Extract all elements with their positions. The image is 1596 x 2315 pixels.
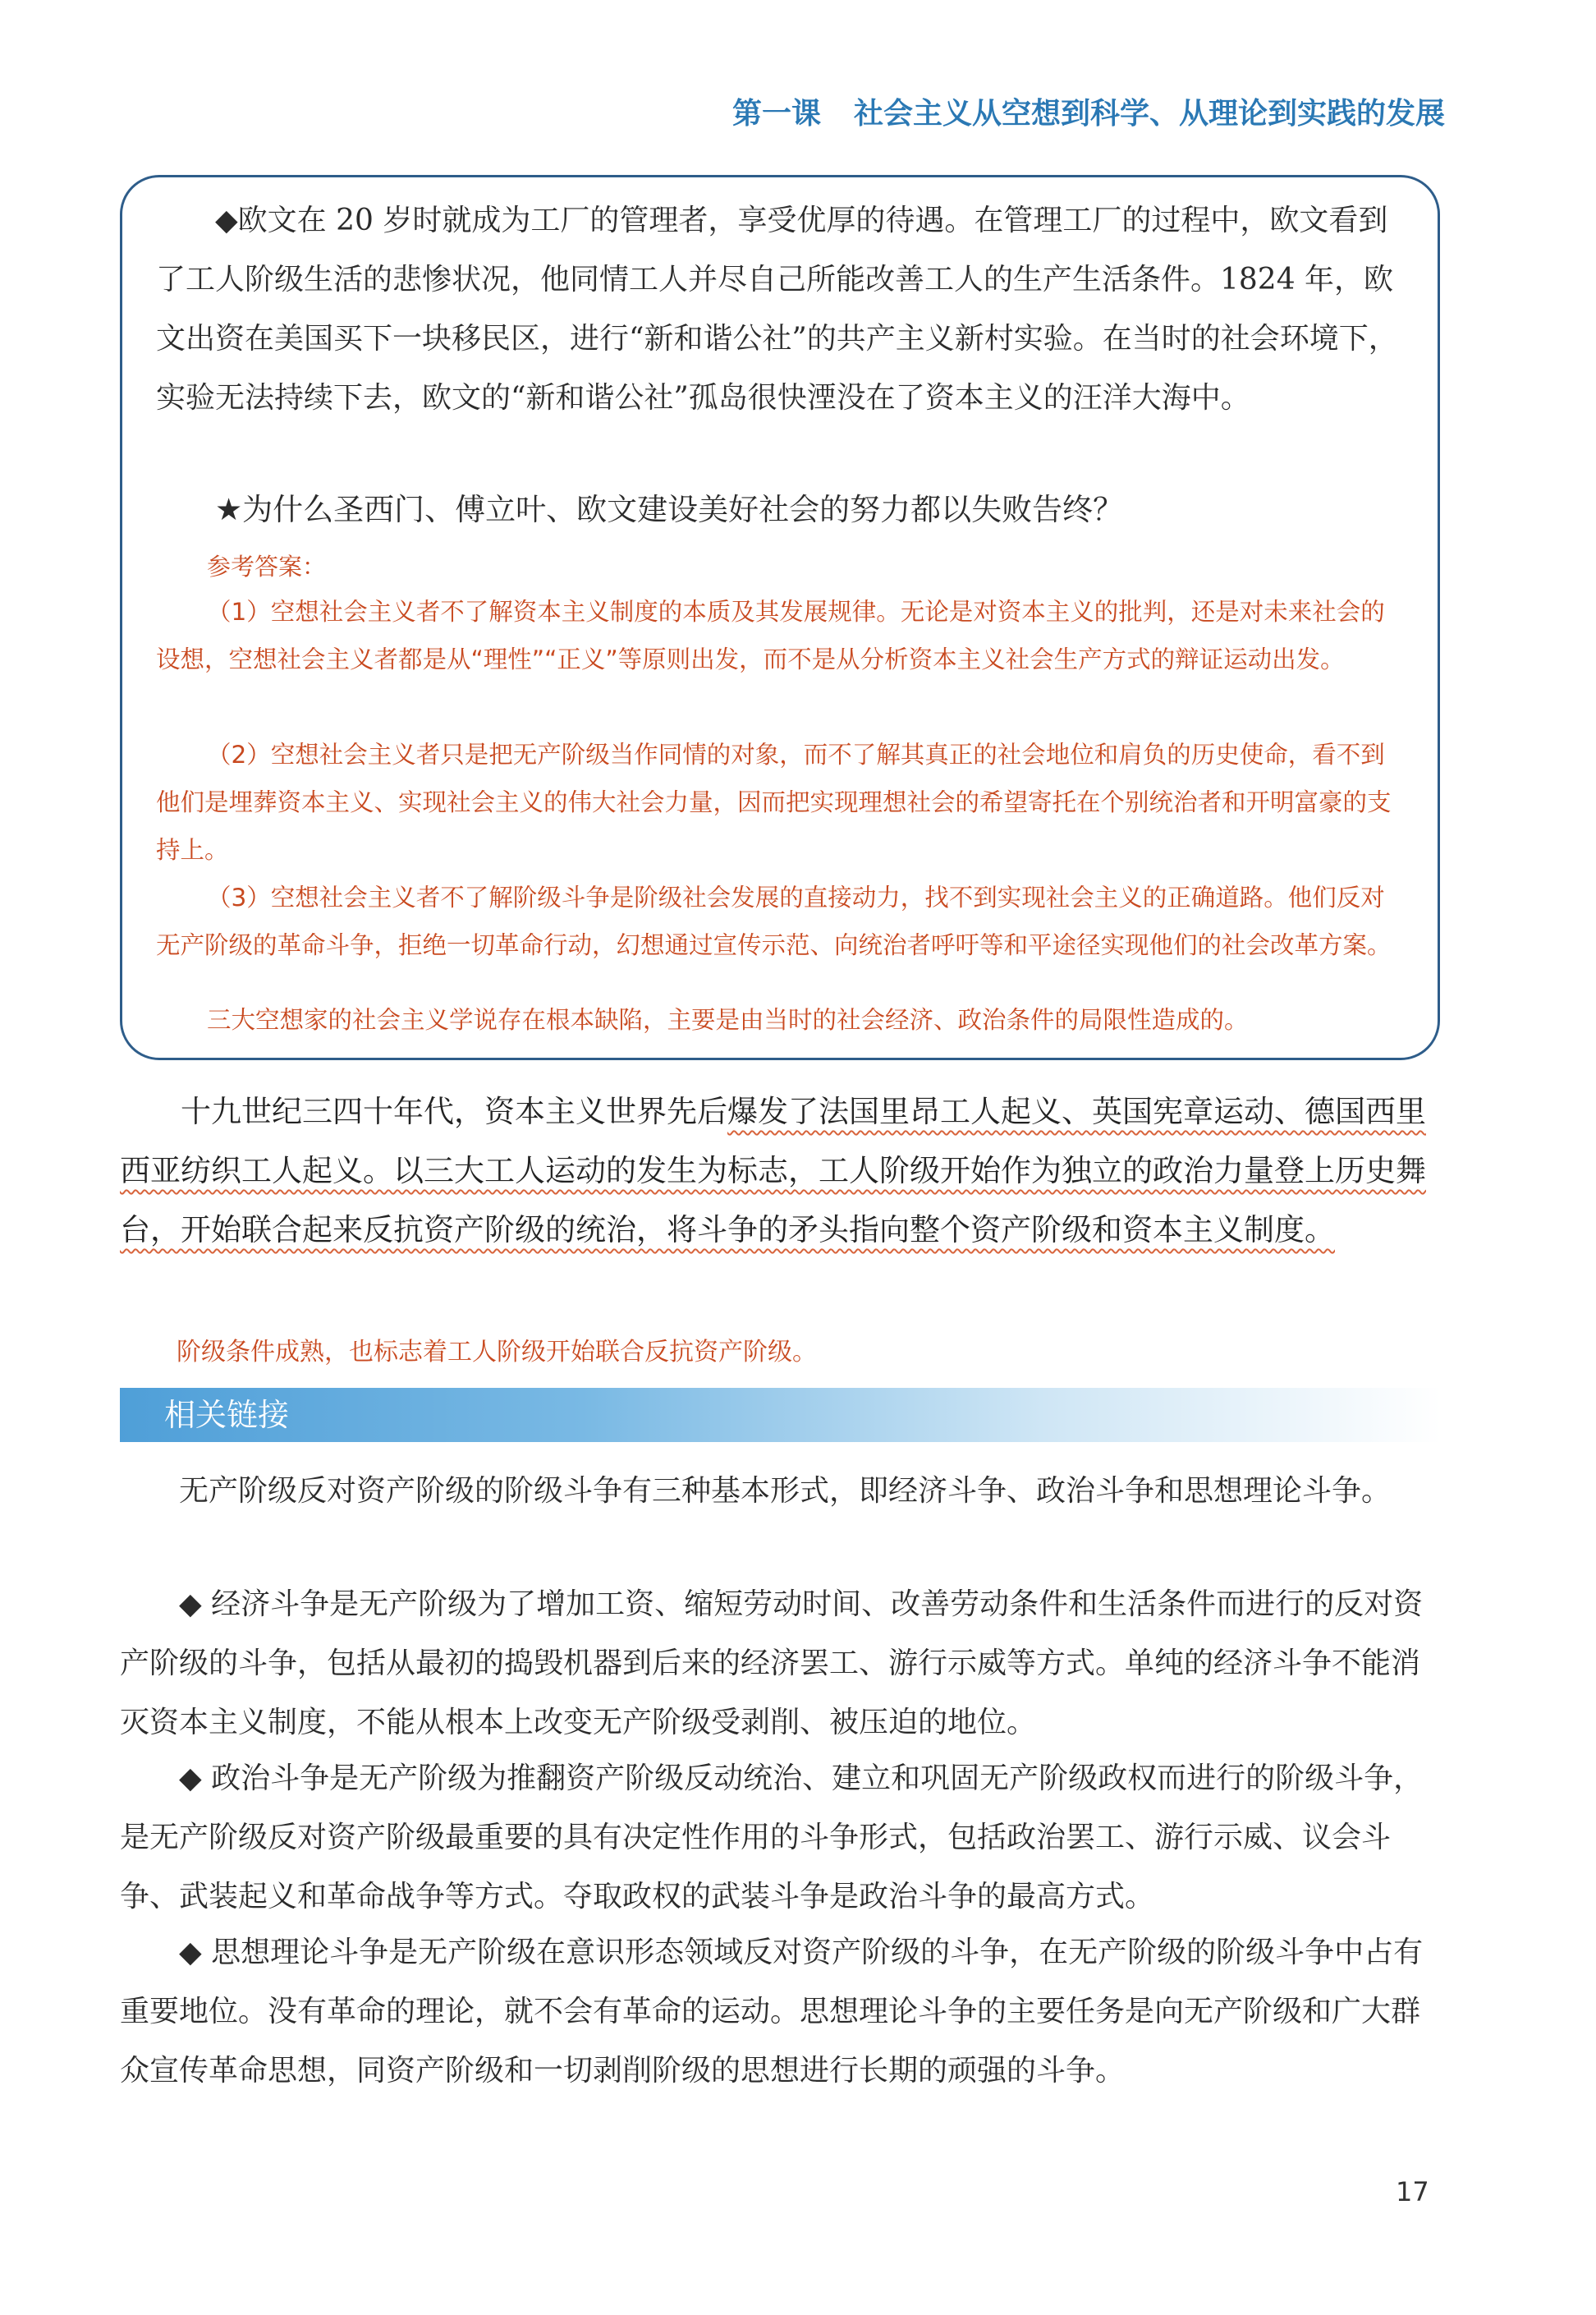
lesson-title: 社会主义从空想到科学、从理论到实践的发展 [853, 97, 1445, 131]
answer-item-2: （2）空想社会主义者只是把无产阶级当作同情的对象，而不了解其真正的社会地位和肩负的历史使命，看不到他们是埋葬资本主义、实现社会主义的伟大社会力量，因而把实现理想社会的希望寄托在个别统治者和开明富豪的支持上。 [156, 741, 1392, 864]
discussion-question: ★为什么圣西门、傅立叶、欧文建设美好社会的努力都以失败告终？ [215, 492, 1124, 527]
related-links-bar [120, 1388, 1442, 1442]
main-paragraph [120, 1082, 1442, 1260]
related-paragraph-economic: ◆ 经济斗争是无产阶级为了增加工资、缩短劳动时间、改善劳动条件和生活条件而进行的反对资产阶级的斗争，包括从最初的捣毁机器到后来的经济罢工、游行示威等方式。单纯的经济斗争不能消灭资本主义制度，不能从根本上改变无产阶级受剥削、被压迫的地位。 [120, 1587, 1424, 1739]
related-paragraph-ideological: ◆ 思想理论斗争是无产阶级在意识形态领域反对资产阶级的斗争，在无产阶级的阶级斗争中占有重要地位。没有革命的理论，就不会有革命的运动。思想理论斗争的主要任务是向无产阶级和广大群众宣传革命思想，同资产阶级和一切剥削阶级的思想进行长期的顽强的斗争。 [120, 1936, 1424, 2088]
related-paragraph-political: ◆ 政治斗争是无产阶级为推翻资产阶级反动统治、建立和巩固无产阶级政权而进行的阶级斗争，是无产阶级反对资产阶级最重要的具有决定性作用的斗争形式，包括政治罢工、游行示威、议会斗争、武装起义和革命战争等方式。夺取政权的武装斗争是政治斗争的最高方式。 [120, 1762, 1424, 1913]
owen-paragraph: ◆欧文在 20 岁时就成为工厂的管理者，享受优厚的待遇。在管理工厂的过程中，欧文看到了工人阶级生活的悲惨状况，他同情工人并尽自己所能改善工人的生产生活条件。1824 年，欧文出资在美国买下一块移民区，进行“新和谐公社”的共产主义新村实验。在当时的社会环境下，实验无法持续下去，欧文的“新和谐公社”孤岛很快湮没在了资本主义的汪洋大海中。 [156, 204, 1398, 415]
main-paragraph-underlined: 爆发了法国里昂工人起义、英国宪章运动、德国西里西亚纺织工人起义。以三大工人运动的发生为标志，工人阶级开始作为独立的政治力量登上历史舞台，开始联合起来反抗资产阶级的统治，将斗争的矛头指向整个资产阶级和资本主义制度。 [120, 1094, 1426, 1247]
related-links-title: 相关链接 [164, 1397, 290, 1433]
answer-item-3: （3）空想社会主义者不了解阶级斗争是阶级社会发展的直接动力，找不到实现社会主义的正确道路。他们反对无产阶级的革命斗争，拒绝一切革命行动，幻想通过宣传示范、向统治者呼吁等和平途径实现他们的社会改革方案。 [156, 884, 1392, 959]
main-paragraph-start: 十九世纪三四十年代，资本主义世界先后 [181, 1094, 727, 1129]
margin-note: 阶级条件成熟，也标志着工人阶级开始联合反抗资产阶级。 [177, 1338, 817, 1366]
answer-item-1: （1）空想社会主义者不了解资本主义制度的本质及其发展规律。无论是对资本主义的批判，还是对未来社会的设想，空想社会主义者都是从“理性”“正义”等原则出发，而不是从分析资本主义社会生产方式的辩证运动出发。 [156, 598, 1385, 673]
page-number: 17 [1396, 2176, 1429, 2207]
answer-label: 参考答案： [207, 553, 327, 581]
related-paragraph-intro: 无产阶级反对资产阶级的阶级斗争有三种基本形式，即经济斗争、政治斗争和思想理论斗争。 [179, 1474, 1392, 1508]
lesson-number: 第一课 [732, 97, 821, 131]
answer-summary: 三大空想家的社会主义学说存在根本缺陷，主要是由当时的社会经济、政治条件的局限性造成的。 [206, 1006, 1249, 1034]
page-header [640, 90, 1445, 132]
